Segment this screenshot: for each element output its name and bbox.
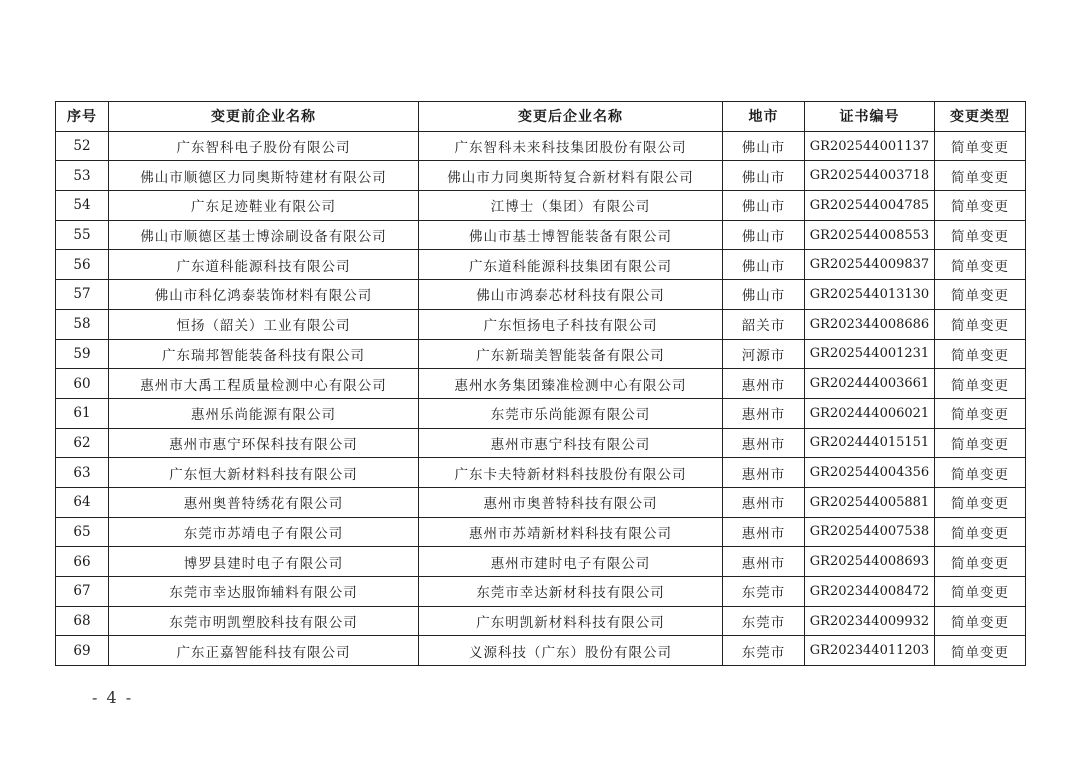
cell-city: 佛山市 bbox=[723, 131, 805, 161]
table-row bbox=[56, 517, 1026, 547]
cell-change-type: 简单变更 bbox=[935, 636, 1026, 666]
cell-change-type: 简单变更 bbox=[935, 428, 1026, 458]
cell-name-before: 广东恒大新材料科技有限公司 bbox=[109, 458, 419, 488]
cell-change-type: 简单变更 bbox=[935, 191, 1026, 221]
cell-change-type: 简单变更 bbox=[935, 369, 1026, 399]
header-name-after: 变更后企业名称 bbox=[419, 102, 723, 132]
cell-city: 佛山市 bbox=[723, 220, 805, 250]
cell-serial-number: 55 bbox=[56, 220, 109, 250]
table-row bbox=[56, 428, 1026, 458]
cell-city: 佛山市 bbox=[723, 250, 805, 280]
cell-certificate-number: GR202544009837 bbox=[805, 250, 935, 280]
cell-name-after: 东莞市乐尚能源有限公司 bbox=[419, 398, 723, 428]
cell-certificate-number: GR202544001137 bbox=[805, 131, 935, 161]
cell-city: 惠州市 bbox=[723, 428, 805, 458]
cell-name-after: 佛山市基士博智能装备有限公司 bbox=[419, 220, 723, 250]
cell-serial-number: 61 bbox=[56, 398, 109, 428]
cell-name-before: 东莞市幸达服饰辅料有限公司 bbox=[109, 577, 419, 607]
cell-name-after: 广东道科能源科技集团有限公司 bbox=[419, 250, 723, 280]
table-row bbox=[56, 458, 1026, 488]
cell-serial-number: 60 bbox=[56, 369, 109, 399]
header-change-type: 变更类型 bbox=[935, 102, 1026, 132]
cell-serial-number: 63 bbox=[56, 458, 109, 488]
cell-name-before: 佛山市顺德区基士博涂刷设备有限公司 bbox=[109, 220, 419, 250]
header-name-before: 变更前企业名称 bbox=[109, 102, 419, 132]
cell-certificate-number: GR202544004356 bbox=[805, 458, 935, 488]
table-header-row bbox=[56, 102, 1026, 132]
cell-serial-number: 62 bbox=[56, 428, 109, 458]
cell-certificate-number: GR202544005881 bbox=[805, 487, 935, 517]
page-number: - 4 - bbox=[92, 688, 134, 707]
cell-change-type: 简单变更 bbox=[935, 577, 1026, 607]
cell-name-after: 江博士（集团）有限公司 bbox=[419, 191, 723, 221]
cell-name-before: 惠州市大禹工程质量检测中心有限公司 bbox=[109, 369, 419, 399]
cell-name-before: 惠州乐尚能源有限公司 bbox=[109, 398, 419, 428]
cell-certificate-number: GR202344011203 bbox=[805, 636, 935, 666]
cell-serial-number: 57 bbox=[56, 280, 109, 310]
cell-change-type: 简单变更 bbox=[935, 220, 1026, 250]
table-row bbox=[56, 606, 1026, 636]
cell-change-type: 简单变更 bbox=[935, 250, 1026, 280]
cell-city: 惠州市 bbox=[723, 547, 805, 577]
table-body bbox=[56, 131, 1026, 665]
cell-certificate-number: GR202444015151 bbox=[805, 428, 935, 458]
table-row bbox=[56, 487, 1026, 517]
cell-name-before: 东莞市苏靖电子有限公司 bbox=[109, 517, 419, 547]
header-certificate-number: 证书编号 bbox=[805, 102, 935, 132]
cell-serial-number: 52 bbox=[56, 131, 109, 161]
cell-name-after: 广东明凯新材料科技有限公司 bbox=[419, 606, 723, 636]
cell-city: 东莞市 bbox=[723, 636, 805, 666]
cell-city: 惠州市 bbox=[723, 369, 805, 399]
cell-certificate-number: GR202544001231 bbox=[805, 339, 935, 369]
enterprise-change-table bbox=[55, 101, 1026, 666]
cell-city: 惠州市 bbox=[723, 487, 805, 517]
table-row bbox=[56, 339, 1026, 369]
cell-city: 佛山市 bbox=[723, 280, 805, 310]
cell-serial-number: 69 bbox=[56, 636, 109, 666]
header-serial-number: 序号 bbox=[56, 102, 109, 132]
cell-change-type: 简单变更 bbox=[935, 309, 1026, 339]
table-row bbox=[56, 636, 1026, 666]
cell-name-before: 广东正嘉智能科技有限公司 bbox=[109, 636, 419, 666]
cell-certificate-number: GR202544003718 bbox=[805, 161, 935, 191]
cell-serial-number: 56 bbox=[56, 250, 109, 280]
cell-name-before: 东莞市明凯塑胶科技有限公司 bbox=[109, 606, 419, 636]
cell-name-before: 惠州市惠宁环保科技有限公司 bbox=[109, 428, 419, 458]
cell-name-after: 惠州市惠宁科技有限公司 bbox=[419, 428, 723, 458]
cell-certificate-number: GR202444003661 bbox=[805, 369, 935, 399]
table-row bbox=[56, 161, 1026, 191]
table-row bbox=[56, 577, 1026, 607]
cell-name-after: 惠州水务集团臻准检测中心有限公司 bbox=[419, 369, 723, 399]
cell-name-after: 广东恒扬电子科技有限公司 bbox=[419, 309, 723, 339]
cell-serial-number: 58 bbox=[56, 309, 109, 339]
cell-name-before: 惠州奥普特绣花有限公司 bbox=[109, 487, 419, 517]
cell-city: 东莞市 bbox=[723, 606, 805, 636]
cell-name-after: 佛山市鸿泰芯材科技有限公司 bbox=[419, 280, 723, 310]
cell-change-type: 简单变更 bbox=[935, 280, 1026, 310]
table-row bbox=[56, 398, 1026, 428]
cell-name-before: 恒扬（韶关）工业有限公司 bbox=[109, 309, 419, 339]
cell-change-type: 简单变更 bbox=[935, 606, 1026, 636]
cell-serial-number: 66 bbox=[56, 547, 109, 577]
cell-change-type: 简单变更 bbox=[935, 339, 1026, 369]
cell-change-type: 简单变更 bbox=[935, 517, 1026, 547]
cell-serial-number: 64 bbox=[56, 487, 109, 517]
cell-change-type: 简单变更 bbox=[935, 398, 1026, 428]
cell-change-type: 简单变更 bbox=[935, 161, 1026, 191]
cell-name-after: 惠州市苏靖新材料科技有限公司 bbox=[419, 517, 723, 547]
cell-serial-number: 67 bbox=[56, 577, 109, 607]
table-row bbox=[56, 280, 1026, 310]
header-city: 地市 bbox=[723, 102, 805, 132]
cell-name-before: 广东道科能源科技有限公司 bbox=[109, 250, 419, 280]
cell-serial-number: 68 bbox=[56, 606, 109, 636]
cell-serial-number: 59 bbox=[56, 339, 109, 369]
cell-serial-number: 53 bbox=[56, 161, 109, 191]
cell-name-before: 广东瑞邦智能装备科技有限公司 bbox=[109, 339, 419, 369]
cell-serial-number: 54 bbox=[56, 191, 109, 221]
cell-certificate-number: GR202544004785 bbox=[805, 191, 935, 221]
cell-name-after: 广东卡夫特新材料科技股份有限公司 bbox=[419, 458, 723, 488]
table-row bbox=[56, 250, 1026, 280]
cell-city: 东莞市 bbox=[723, 577, 805, 607]
cell-serial-number: 65 bbox=[56, 517, 109, 547]
cell-certificate-number: GR202544008693 bbox=[805, 547, 935, 577]
cell-certificate-number: GR202344008472 bbox=[805, 577, 935, 607]
cell-city: 惠州市 bbox=[723, 398, 805, 428]
cell-name-before: 佛山市顺德区力同奥斯特建材有限公司 bbox=[109, 161, 419, 191]
cell-certificate-number: GR202444006021 bbox=[805, 398, 935, 428]
cell-change-type: 简单变更 bbox=[935, 131, 1026, 161]
cell-certificate-number: GR202544008553 bbox=[805, 220, 935, 250]
cell-name-before: 博罗县建时电子有限公司 bbox=[109, 547, 419, 577]
cell-certificate-number: GR202344008686 bbox=[805, 309, 935, 339]
cell-certificate-number: GR202544013130 bbox=[805, 280, 935, 310]
table-row bbox=[56, 309, 1026, 339]
cell-change-type: 简单变更 bbox=[935, 547, 1026, 577]
cell-city: 韶关市 bbox=[723, 309, 805, 339]
table-row bbox=[56, 191, 1026, 221]
cell-name-after: 广东智科未来科技集团股份有限公司 bbox=[419, 131, 723, 161]
cell-change-type: 简单变更 bbox=[935, 487, 1026, 517]
cell-certificate-number: GR202344009932 bbox=[805, 606, 935, 636]
cell-name-after: 东莞市幸达新材科技有限公司 bbox=[419, 577, 723, 607]
table-row bbox=[56, 547, 1026, 577]
cell-certificate-number: GR202544007538 bbox=[805, 517, 935, 547]
cell-city: 河源市 bbox=[723, 339, 805, 369]
cell-city: 佛山市 bbox=[723, 191, 805, 221]
cell-city: 佛山市 bbox=[723, 161, 805, 191]
table-row bbox=[56, 220, 1026, 250]
cell-name-before: 广东智科电子股份有限公司 bbox=[109, 131, 419, 161]
cell-name-after: 惠州市奥普特科技有限公司 bbox=[419, 487, 723, 517]
cell-name-before: 广东足迹鞋业有限公司 bbox=[109, 191, 419, 221]
cell-city: 惠州市 bbox=[723, 458, 805, 488]
cell-city: 惠州市 bbox=[723, 517, 805, 547]
cell-name-after: 义源科技（广东）股份有限公司 bbox=[419, 636, 723, 666]
cell-name-after: 广东新瑞美智能装备有限公司 bbox=[419, 339, 723, 369]
cell-name-after: 佛山市力同奥斯特复合新材料有限公司 bbox=[419, 161, 723, 191]
cell-name-before: 佛山市科亿鸿泰装饰材料有限公司 bbox=[109, 280, 419, 310]
table-row bbox=[56, 131, 1026, 161]
table-row bbox=[56, 369, 1026, 399]
cell-name-after: 惠州市建时电子有限公司 bbox=[419, 547, 723, 577]
cell-change-type: 简单变更 bbox=[935, 458, 1026, 488]
